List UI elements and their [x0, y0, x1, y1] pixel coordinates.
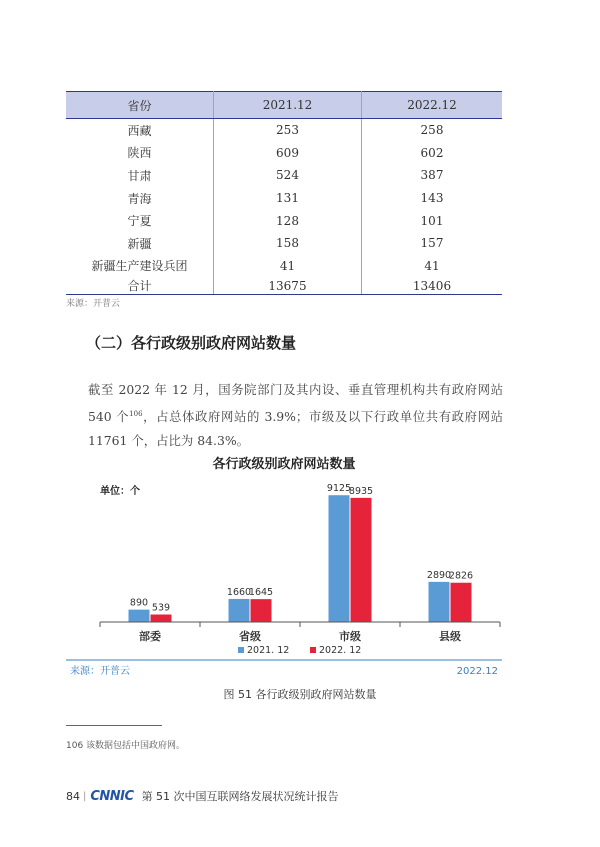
table-row [66, 277, 502, 295]
table-body [66, 119, 502, 295]
value-2022-cell: 157 [420, 236, 444, 251]
value-2021-cell: 128 [214, 209, 362, 232]
legend-label: 2022. 12 [319, 645, 362, 656]
table-row [66, 232, 502, 255]
page-footer [66, 788, 339, 804]
legend-swatch [310, 647, 316, 653]
province-cell: 甘肃 [66, 164, 214, 187]
government-website-bar-chart [66, 448, 502, 680]
value-2021-cell: 253 [214, 119, 362, 142]
province-cell: 青海 [66, 187, 214, 210]
data-label: 2826 [448, 570, 474, 582]
data-label: 539 [151, 602, 171, 614]
table-row [66, 255, 502, 278]
x-axis-ticks [100, 622, 500, 627]
bar-2021-2 [329, 495, 350, 622]
value-2021-cell: 13675 [214, 277, 362, 295]
bar-2022-0 [151, 615, 172, 622]
value-2022-cell: 602 [420, 145, 444, 160]
footnote: 106 该数据包括中国政府网。 [66, 741, 186, 751]
legend-label: 2021. 12 [247, 645, 290, 656]
value-2022-cell: 143 [420, 191, 444, 206]
province-cell: 新疆 [66, 232, 214, 255]
category-label: 部委 [139, 630, 161, 643]
value-2022-cell: 41 [424, 258, 440, 273]
chart-date: 2022.12 [456, 666, 498, 677]
chart-bars [129, 483, 474, 622]
bar-2022-2 [351, 498, 372, 622]
cnnic-logo: CNNIC [90, 788, 134, 804]
category-label: 省级 [239, 630, 261, 643]
value-2021-cell: 41 [214, 255, 362, 278]
province-cell: 合计 [66, 277, 214, 295]
province-cell: 宁夏 [66, 209, 214, 232]
bar-2021-3 [429, 582, 450, 622]
header-2022: 2022.12 [362, 92, 503, 119]
province-cell: 新疆生产建设兵团 [66, 255, 214, 278]
data-label: 1660 [226, 586, 252, 598]
category-label: 市级 [339, 630, 361, 643]
data-label: 2890 [426, 569, 452, 581]
chart-legend [238, 645, 361, 656]
table-row [66, 142, 502, 165]
data-label: 9125 [326, 483, 352, 495]
province-cell: 陕西 [66, 142, 214, 165]
figure-caption: 图 51 各行政级别政府网站数量 [223, 688, 377, 701]
legend-swatch [238, 647, 244, 653]
bar-2021-0 [129, 610, 150, 622]
table-row [66, 164, 502, 187]
province-website-table [66, 91, 502, 295]
page-number: 84 [66, 789, 80, 803]
paragraph-part1: 截至 2022 年 12 月，国务院部门及其内设、垂直管理机构共有政府网站 540 个 [88, 382, 503, 425]
section-heading: （二）各行政级别政府网站数量 [86, 334, 297, 352]
footer-divider: | [83, 790, 87, 802]
value-2021-cell: 524 [214, 164, 362, 187]
table-source: 来源：开普云 [66, 299, 121, 309]
paragraph-part2: ，占总体政府网站的 3.9%；市级及以下行政单位共有政府网站 11761 个，占比为 84.3%。 [88, 409, 503, 449]
table-header-row [66, 92, 502, 119]
value-2022-cell: 13406 [362, 277, 503, 295]
value-2021-cell: 131 [214, 187, 362, 210]
x-axis-category-labels [139, 629, 461, 643]
header-2021: 2021.12 [214, 92, 362, 119]
chart-source: 来源：开普云 [70, 666, 130, 677]
province-cell: 西藏 [66, 119, 214, 142]
report-title: 第 51 次中国互联网络发展状况统计报告 [141, 790, 339, 803]
footnote-divider [66, 725, 162, 726]
value-2022-cell: 258 [420, 123, 444, 138]
value-2021-cell: 609 [214, 142, 362, 165]
bar-2022-3 [451, 583, 472, 622]
body-paragraph [88, 378, 503, 453]
table-row [66, 119, 502, 142]
bar-2022-1 [251, 599, 272, 622]
footnote-reference: 106 [129, 410, 143, 418]
chart-unit-label: 单位：个 [100, 486, 140, 497]
category-label: 县级 [439, 630, 461, 643]
chart-title: 各行政级别政府网站数量 [212, 457, 356, 472]
value-2022-cell: 387 [420, 168, 444, 183]
data-label: 890 [129, 597, 149, 609]
data-label: 8935 [348, 485, 374, 497]
value-2022-cell: 101 [420, 213, 444, 228]
value-2021-cell: 158 [214, 232, 362, 255]
table-row [66, 209, 502, 232]
bar-2021-1 [229, 599, 250, 622]
table-row [66, 187, 502, 210]
header-province: 省份 [66, 92, 214, 119]
data-label: 1645 [248, 587, 274, 599]
